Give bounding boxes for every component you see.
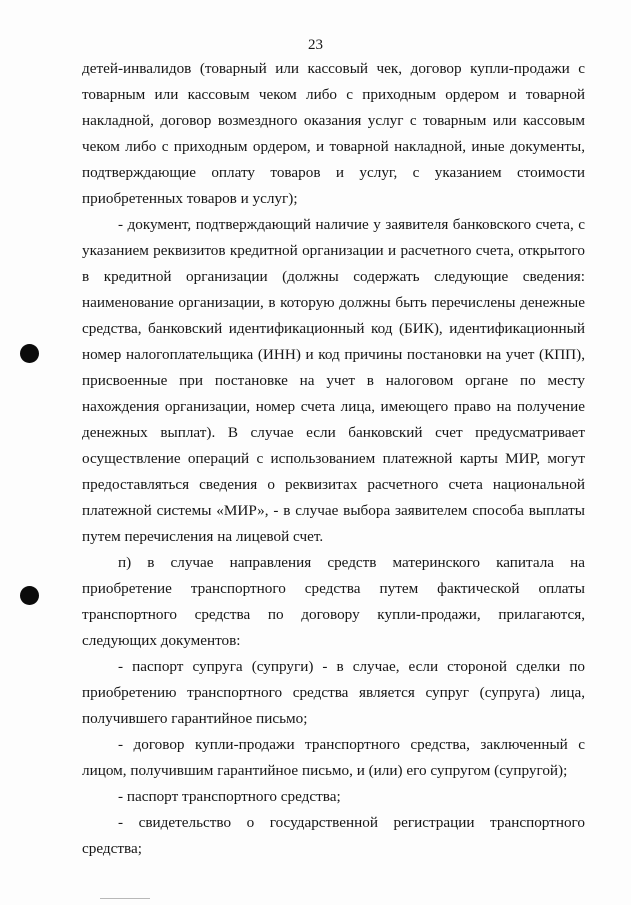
paragraph-spouse-passport: - паспорт супруга (супруги) - в случае, если стороной сделки по приобретению транспортного средства является супруг (супруга) лица, получившего гарантийное письмо; bbox=[82, 658, 585, 727]
paragraph-vehicle-passport: - паспорт транспортного средства; bbox=[118, 788, 341, 805]
document-body bbox=[82, 56, 585, 862]
page-number: 23 bbox=[308, 37, 323, 53]
paragraph-bank-account-document: - документ, подтверждающий наличие у заявителя банковского счета, с указанием реквизитов кредитной организации и расчетного счета, открытого в кредитной организации (должны содержать следующие сведения: наименование организации, в которую должны быть перечислены денежные средства, банковский идентификационный код (БИК), идентификационный номер налогоплательщика (ИНН) и код причины постановки на учет (КПП), присвоенные при постановке на учет в налоговом органе по месту нахождения организации, номер счета лица, имеющего право на получение денежных выплат). В случае если банковский счет предусматривает осуществление операций с использованием платежной карты МИР, могут предоставляться сведения о реквизитах расчетного счета национальной платежной системы «МИР», - в случае выбора заявителем способа выплаты путем перечисления на лицевой счет. bbox=[82, 216, 585, 545]
scan-artifact-line bbox=[100, 898, 150, 899]
paragraph-continuation: детей-инвалидов (товарный или кассовый чек, договор купли-продажи с товарным или кассовым чеком либо с приходным ордером и товарной накладной, договор возмездного оказания услуг с товарным или кассовым чеком либо с приходным ордером, и товарной накладной, иные документы, подтверждающие оплату товаров и услуг, с указанием стоимости приобретенных товаров и услуг); bbox=[82, 60, 585, 207]
paragraph-item-p-vehicle-purchase: п) в случае направления средств материнского капитала на приобретение транспортного средства путем фактической оплаты транспортного средства по договору купли-продажи, прилагаются, следующих документов: bbox=[82, 554, 585, 649]
punch-hole-top bbox=[20, 344, 39, 363]
punch-hole-bottom bbox=[20, 586, 39, 605]
paragraph-sale-contract: - договор купли-продажи транспортного средства, заключенный с лицом, получившим гарантийное письмо, и (или) его супругом (супругой); bbox=[82, 736, 585, 779]
paragraph-vehicle-registration-certificate: - свидетельство о государственной регистрации транспортного средства; bbox=[82, 814, 585, 857]
